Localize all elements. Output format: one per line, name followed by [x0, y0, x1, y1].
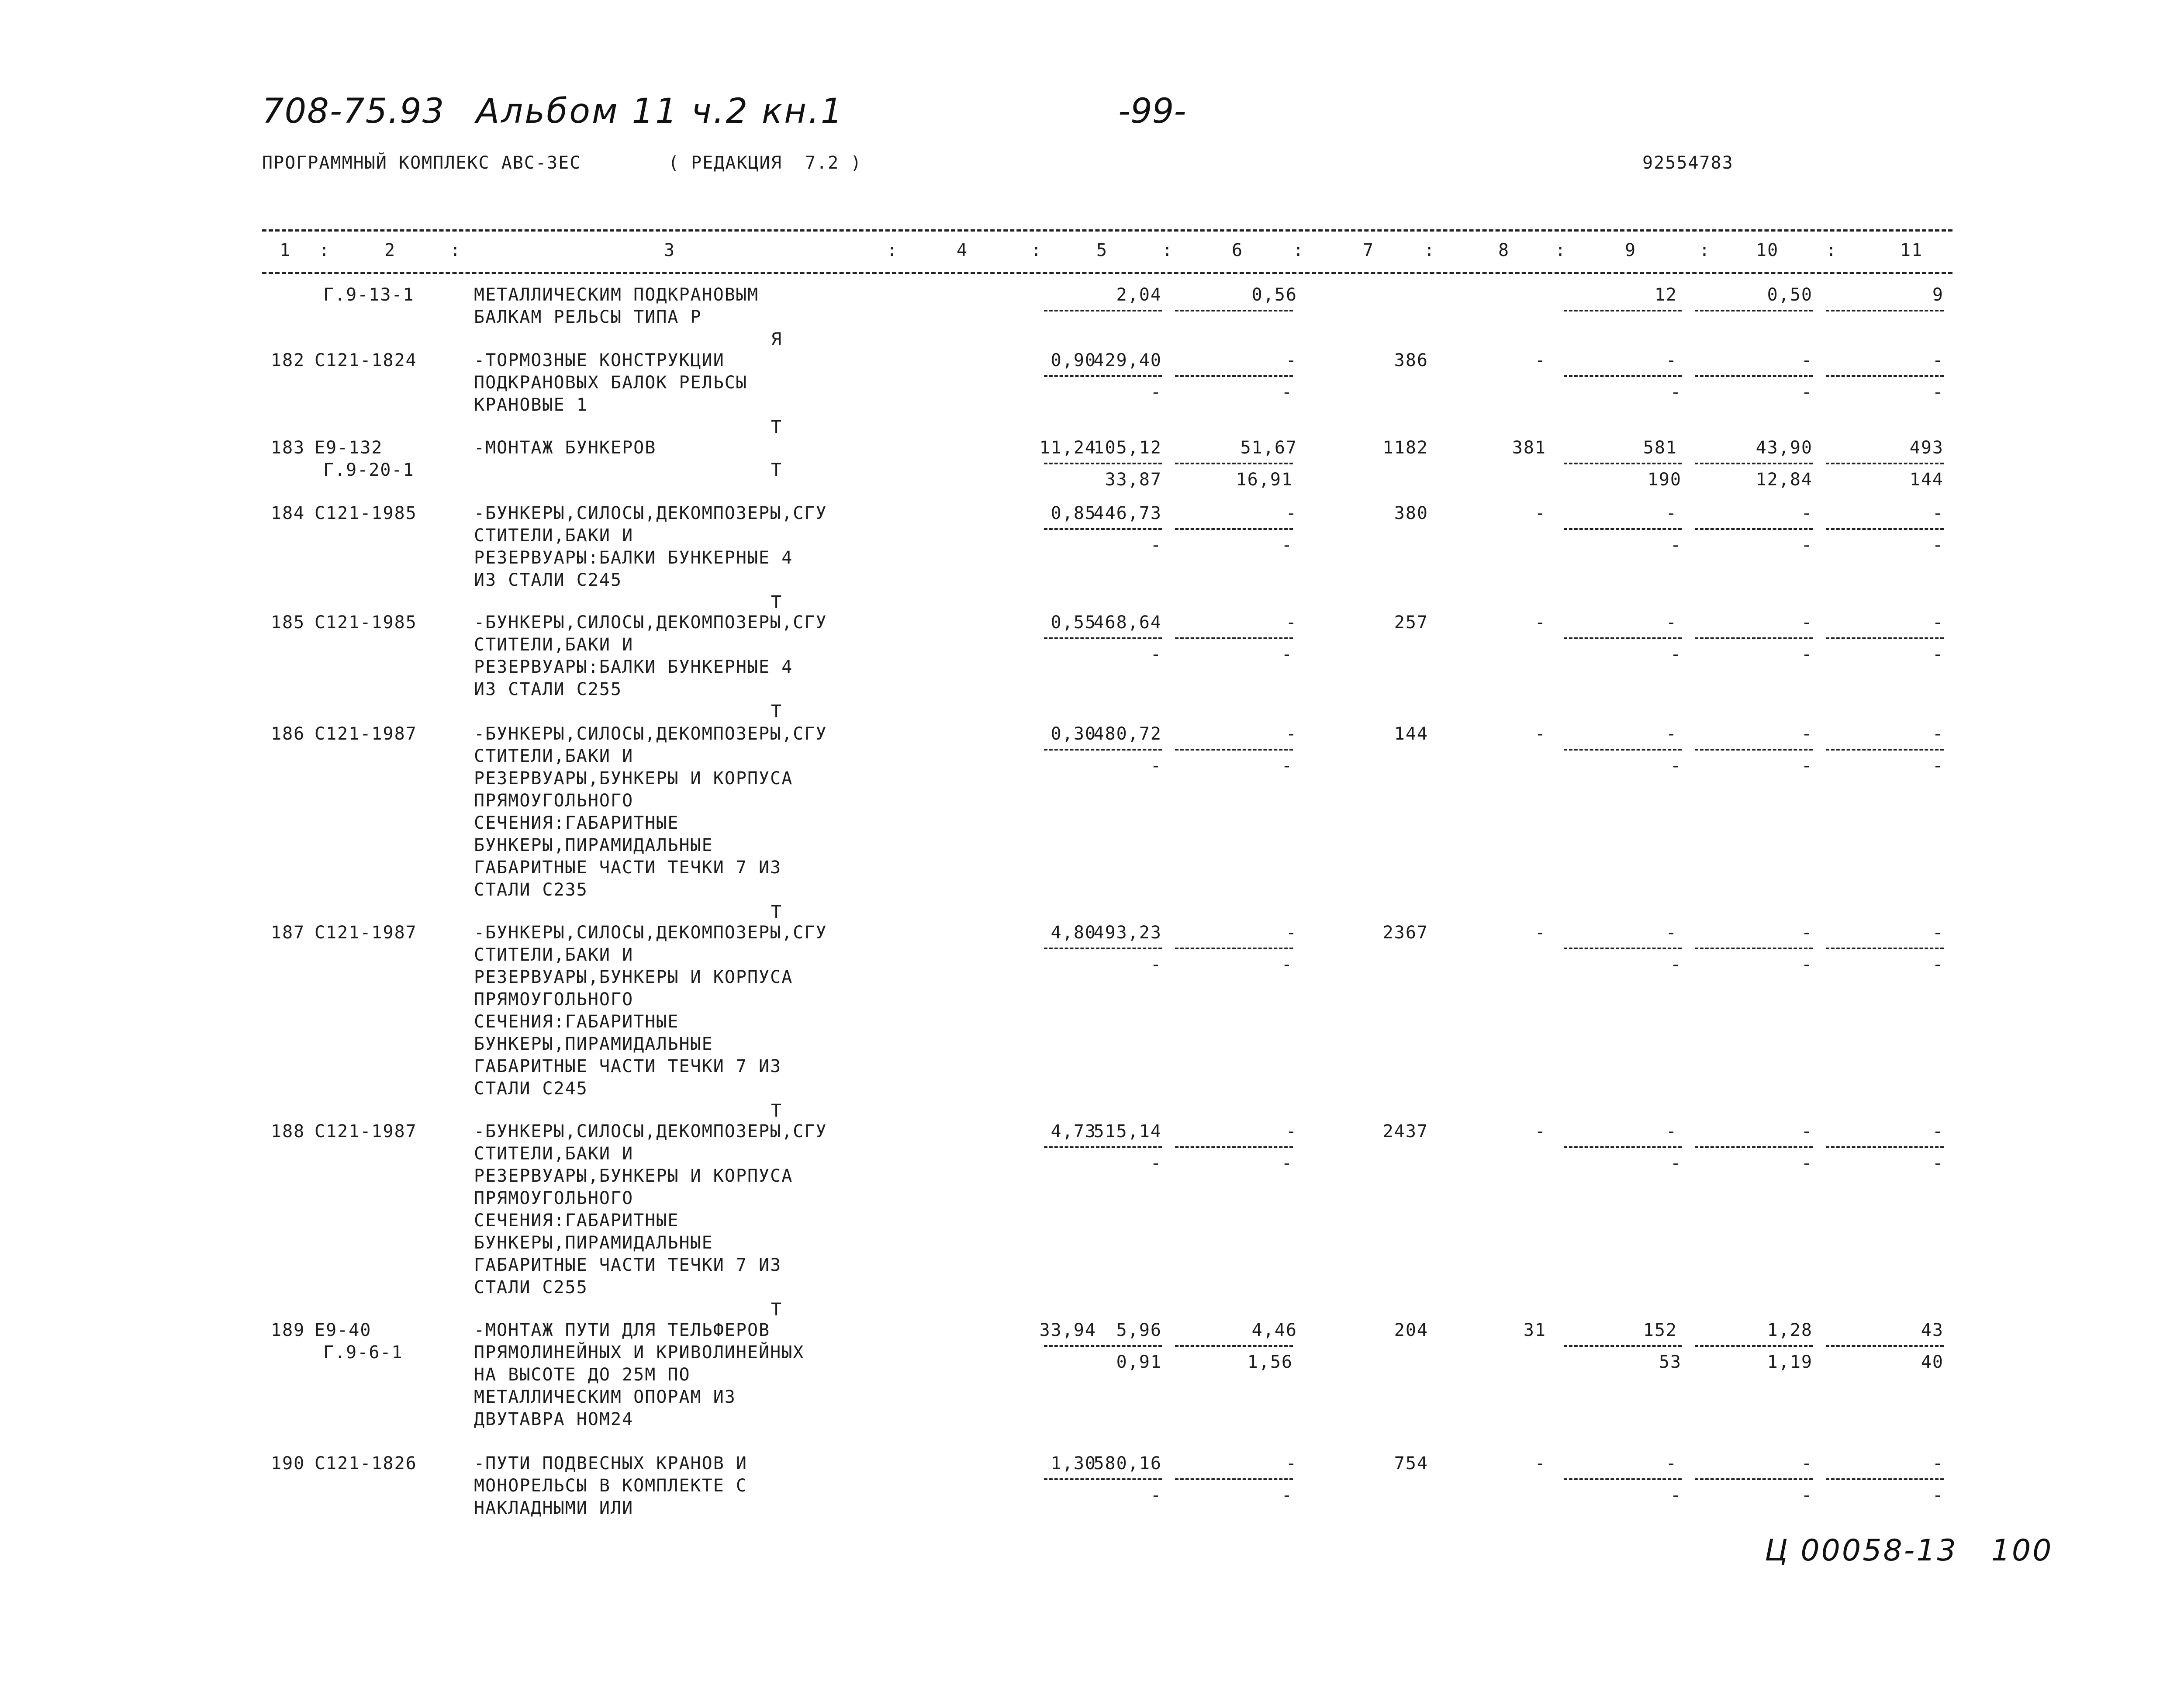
secondary-value-col-11: - — [1932, 1485, 1944, 1505]
value-separator-col-10 — [1695, 1478, 1813, 1480]
resource-code: С121-1824 — [314, 350, 417, 370]
value-separator-col-5 — [1044, 463, 1162, 464]
description-line: КРАНОВЫЕ 1 — [474, 395, 588, 415]
row-number: 188 — [271, 1121, 305, 1142]
secondary-value-col-10: - — [1801, 1153, 1813, 1173]
value-separator-col-9 — [1564, 948, 1682, 949]
column-number-10: 10 — [1756, 240, 1779, 260]
column-number-11: 11 — [1900, 240, 1923, 260]
secondary-value-col-5: 0,91 — [1116, 1352, 1162, 1372]
resource-code: С121-1987 — [314, 923, 417, 943]
value-separator-col-6 — [1175, 528, 1293, 530]
value-separator-col-9 — [1564, 463, 1682, 464]
resource-code: Е9-132 — [314, 438, 383, 458]
value-col-8: - — [1534, 350, 1546, 370]
value-col-8: - — [1534, 724, 1546, 744]
value-separator-col-10 — [1695, 375, 1813, 377]
value-col-10: - — [1801, 724, 1813, 744]
resource-code: С121-1985 — [314, 612, 417, 633]
description-line: ГАБАРИТНЫЕ ЧАСТИ ТЕЧКИ 7 ИЗ — [474, 858, 782, 878]
secondary-value-col-10: - — [1801, 955, 1813, 975]
value-col-4: 4,73 — [1051, 1121, 1096, 1142]
description-line: -ТОРМОЗНЫЕ КОНСТРУКЦИИ — [474, 350, 725, 370]
row-number: 189 — [271, 1320, 305, 1340]
secondary-value-col-5: - — [1150, 535, 1162, 555]
value-col-9: 581 — [1643, 438, 1677, 458]
secondary-value-col-10: - — [1801, 644, 1813, 664]
column-separator: : — [1826, 240, 1838, 260]
value-separator-col-6 — [1175, 948, 1293, 949]
value-col-6: - — [1286, 1121, 1297, 1142]
value-separator-col-9 — [1564, 1146, 1682, 1148]
description-line: РЕЗЕРВУАРЫ:БАЛКИ БУНКЕРНЫЕ 4 — [474, 548, 793, 568]
value-col-4: 33,94 — [1039, 1320, 1096, 1340]
row-number: 183 — [271, 438, 305, 458]
column-separator: : — [1424, 240, 1436, 260]
value-separator-col-10 — [1695, 948, 1813, 949]
description-line: СТИТЕЛИ,БАКИ И — [474, 746, 634, 766]
value-separator-col-5 — [1044, 1146, 1162, 1148]
secondary-value-col-11: - — [1932, 756, 1944, 776]
value-separator-col-5 — [1044, 528, 1162, 530]
value-separator-col-9 — [1564, 1478, 1682, 1480]
unit-marker: Я — [771, 329, 783, 349]
description-line: ДВУТАВРА НОМ24 — [474, 1409, 634, 1429]
value-separator-col-5 — [1044, 1478, 1162, 1480]
resource-code: Г.9-13-1 — [323, 285, 415, 305]
secondary-value-col-9: - — [1670, 644, 1682, 664]
description-line: СТАЛИ С235 — [474, 880, 588, 900]
value-separator-col-9 — [1564, 375, 1682, 377]
row-number: 185 — [271, 612, 305, 633]
value-separator-col-5 — [1044, 1345, 1162, 1347]
value-col-9: - — [1666, 1453, 1677, 1474]
value-col-10: - — [1801, 612, 1813, 633]
secondary-value-col-11: - — [1932, 535, 1944, 555]
secondary-value-col-10: 1,19 — [1767, 1352, 1813, 1372]
value-col-6: 4,46 — [1251, 1320, 1297, 1340]
description-line: СТАЛИ С245 — [474, 1079, 588, 1099]
resource-code: С121-1826 — [314, 1453, 417, 1474]
column-separator: : — [1555, 240, 1567, 260]
secondary-value-col-9: - — [1670, 756, 1682, 776]
value-col-8: - — [1534, 923, 1546, 943]
value-separator-col-5 — [1044, 637, 1162, 639]
column-number-6: 6 — [1232, 240, 1244, 260]
value-col-9: - — [1666, 503, 1677, 523]
description-line: ИЗ СТАЛИ С245 — [474, 570, 622, 590]
secondary-value-col-6: 1,56 — [1247, 1352, 1293, 1372]
description-line: ПРЯМОУГОЛЬНОГО — [474, 791, 634, 811]
secondary-value-col-11: - — [1932, 1153, 1944, 1173]
row-number: 184 — [271, 503, 305, 523]
value-col-7: 1182 — [1382, 438, 1428, 458]
value-col-11: - — [1932, 612, 1944, 633]
secondary-value-col-10: - — [1801, 756, 1813, 776]
column-number-4: 4 — [957, 240, 968, 260]
value-col-7: 380 — [1394, 503, 1428, 523]
description-line: -ПУТИ ПОДВЕСНЫХ КРАНОВ И — [474, 1453, 747, 1474]
value-separator-col-6 — [1175, 1345, 1293, 1347]
secondary-value-col-10: - — [1801, 1485, 1813, 1505]
secondary-value-col-6: 16,91 — [1236, 470, 1293, 490]
value-col-9: - — [1666, 724, 1677, 744]
description-line: МЕТАЛЛИЧЕСКИМ ОПОРАМ ИЗ — [474, 1387, 736, 1407]
description-line: СТИТЕЛИ,БАКИ И — [474, 1144, 634, 1164]
value-col-7: 257 — [1394, 612, 1428, 633]
value-separator-col-11 — [1826, 310, 1944, 311]
secondary-value-col-6: - — [1281, 756, 1293, 776]
value-col-5: 493,23 — [1093, 923, 1162, 943]
value-col-4: 0,90 — [1051, 350, 1096, 370]
value-separator-col-11 — [1826, 1345, 1944, 1347]
value-col-11: - — [1932, 1453, 1944, 1474]
secondary-value-col-5: - — [1150, 955, 1162, 975]
unit-marker: Т — [771, 902, 783, 922]
column-number-7: 7 — [1363, 240, 1375, 260]
secondary-value-col-6: - — [1281, 955, 1293, 975]
description-line: -БУНКЕРЫ,СИЛОСЫ,ДЕКОМПОЗЕРЫ,СГУ — [474, 503, 827, 523]
value-col-11: - — [1932, 724, 1944, 744]
column-separator: : — [887, 240, 898, 260]
value-col-6: - — [1286, 1453, 1297, 1474]
page-number: -99- — [1118, 92, 1186, 131]
description-line: МОНОРЕЛЬСЫ В КОМПЛЕКТЕ С — [474, 1476, 747, 1496]
description-line: НАКЛАДНЫМИ ИЛИ — [474, 1498, 634, 1518]
value-separator-col-6 — [1175, 1478, 1293, 1480]
row-number: 187 — [271, 923, 305, 943]
value-col-11: - — [1932, 350, 1944, 370]
value-separator-col-11 — [1826, 375, 1944, 377]
resource-code-secondary: Г.9-20-1 — [323, 460, 415, 480]
value-col-7: 144 — [1394, 724, 1428, 744]
value-separator-col-6 — [1175, 310, 1293, 311]
description-line: ПРЯМОЛИНЕЙНЫХ И КРИВОЛИНЕЙНЫХ — [474, 1342, 805, 1363]
column-number-3: 3 — [664, 240, 676, 260]
value-col-11: 493 — [1909, 438, 1944, 458]
column-number-8: 8 — [1498, 240, 1510, 260]
value-col-5: 2,04 — [1116, 285, 1162, 305]
value-col-8: - — [1534, 503, 1546, 523]
header-rule-top — [262, 229, 1952, 232]
row-number: 186 — [271, 724, 305, 744]
value-col-7: 754 — [1394, 1453, 1428, 1474]
resource-code: С121-1985 — [314, 503, 417, 523]
row-number: 182 — [271, 350, 305, 370]
secondary-value-col-9: 53 — [1659, 1352, 1682, 1372]
description-line: БУНКЕРЫ,ПИРАМИДАЛЬНЫЕ — [474, 1034, 713, 1054]
column-separator: : — [450, 240, 462, 260]
secondary-value-col-11: 40 — [1921, 1352, 1944, 1372]
secondary-value-col-9: - — [1670, 1485, 1682, 1505]
value-col-7: 2437 — [1382, 1121, 1428, 1142]
secondary-value-col-9: 190 — [1647, 470, 1682, 490]
value-col-4: 0,30 — [1051, 724, 1096, 744]
value-col-11: - — [1932, 923, 1944, 943]
value-separator-col-6 — [1175, 749, 1293, 751]
secondary-value-col-5: - — [1150, 756, 1162, 776]
edition-label: ( РЕДАКЦИЯ 7.2 ) — [668, 153, 862, 173]
unit-marker: Т — [771, 592, 783, 612]
value-col-9: 152 — [1643, 1320, 1677, 1340]
description-line: -БУНКЕРЫ,СИЛОСЫ,ДЕКОМПОЗЕРЫ,СГУ — [474, 724, 827, 744]
value-separator-col-10 — [1695, 310, 1813, 311]
value-separator-col-11 — [1826, 948, 1944, 949]
description-line: -БУНКЕРЫ,СИЛОСЫ,ДЕКОМПОЗЕРЫ,СГУ — [474, 923, 827, 943]
value-col-4: 11,24 — [1039, 438, 1096, 458]
description-line: СЕЧЕНИЯ:ГАБАРИТНЫЕ — [474, 1012, 679, 1032]
description-line: СЕЧЕНИЯ:ГАБАРИТНЫЕ — [474, 813, 679, 833]
secondary-value-col-6: - — [1281, 1153, 1293, 1173]
secondary-value-col-11: - — [1932, 382, 1944, 402]
value-col-11: - — [1932, 1121, 1944, 1142]
value-col-9: - — [1666, 612, 1677, 633]
value-col-4: 0,85 — [1051, 503, 1096, 523]
secondary-value-col-6: - — [1281, 382, 1293, 402]
description-line: СЕЧЕНИЯ:ГАБАРИТНЫЕ — [474, 1211, 679, 1231]
secondary-value-col-9: - — [1670, 382, 1682, 402]
value-col-11: - — [1932, 503, 1944, 523]
secondary-value-col-11: 144 — [1909, 470, 1944, 490]
secondary-value-col-10: 12,84 — [1755, 470, 1813, 490]
resource-code-secondary: Г.9-6-1 — [323, 1342, 403, 1363]
header-rule-bottom — [262, 272, 1952, 274]
description-line: РЕЗЕРВУАРЫ,БУНКЕРЫ И КОРПУСА — [474, 1166, 793, 1186]
secondary-value-col-10: - — [1801, 382, 1813, 402]
value-col-10: - — [1801, 1453, 1813, 1474]
resource-code: С121-1987 — [314, 1121, 417, 1142]
value-separator-col-6 — [1175, 463, 1293, 464]
description-line: РЕЗЕРВУАРЫ,БУНКЕРЫ И КОРПУСА — [474, 967, 793, 987]
description-line: БУНКЕРЫ,ПИРАМИДАЛЬНЫЕ — [474, 835, 713, 855]
description-line: МЕТАЛЛИЧЕСКИМ ПОДКРАНОВЫМ — [474, 285, 759, 305]
description-line: ИЗ СТАЛИ С255 — [474, 679, 622, 699]
value-separator-col-5 — [1044, 948, 1162, 949]
description-line: -МОНТАЖ БУНКЕРОВ — [474, 438, 657, 458]
secondary-value-col-5: - — [1150, 1153, 1162, 1173]
description-line: РЕЗЕРВУАРЫ:БАЛКИ БУНКЕРНЫЕ 4 — [474, 657, 793, 677]
secondary-value-col-5: - — [1150, 382, 1162, 402]
value-separator-col-5 — [1044, 749, 1162, 751]
value-separator-col-10 — [1695, 1345, 1813, 1347]
value-separator-col-11 — [1826, 463, 1944, 464]
column-number-2: 2 — [384, 240, 396, 260]
value-col-10: 1,28 — [1767, 1320, 1813, 1340]
description-line: ГАБАРИТНЫЕ ЧАСТИ ТЕЧКИ 7 ИЗ — [474, 1056, 782, 1076]
value-separator-col-10 — [1695, 528, 1813, 530]
secondary-value-col-10: - — [1801, 535, 1813, 555]
description-line: СТИТЕЛИ,БАКИ И — [474, 945, 634, 965]
value-col-10: 43,90 — [1755, 438, 1813, 458]
unit-marker: Т — [771, 702, 783, 722]
value-col-5: 515,14 — [1093, 1121, 1162, 1142]
value-col-8: - — [1534, 612, 1546, 633]
value-separator-col-9 — [1564, 1345, 1682, 1347]
value-col-11: 9 — [1932, 285, 1944, 305]
value-separator-col-10 — [1695, 463, 1813, 464]
value-separator-col-9 — [1564, 528, 1682, 530]
value-col-9: - — [1666, 923, 1677, 943]
secondary-value-col-6: - — [1281, 644, 1293, 664]
handwritten-footer-note: Ц 00058-13 100 — [1765, 1533, 2053, 1568]
secondary-value-col-6: - — [1281, 535, 1293, 555]
value-separator-col-5 — [1044, 375, 1162, 377]
column-separator: : — [1162, 240, 1174, 260]
secondary-value-col-5: 33,87 — [1105, 470, 1162, 490]
secondary-value-col-9: - — [1670, 1153, 1682, 1173]
document-code: 92554783 — [1642, 153, 1734, 173]
value-separator-col-11 — [1826, 528, 1944, 530]
secondary-value-col-9: - — [1670, 955, 1682, 975]
value-separator-col-11 — [1826, 1478, 1944, 1480]
value-col-9: - — [1666, 1121, 1677, 1142]
secondary-value-col-11: - — [1932, 955, 1944, 975]
value-separator-col-11 — [1826, 1146, 1944, 1148]
column-number-5: 5 — [1096, 240, 1108, 260]
value-separator-col-6 — [1175, 1146, 1293, 1148]
value-col-10: - — [1801, 503, 1813, 523]
value-col-6: - — [1286, 724, 1297, 744]
resource-code: Е9-40 — [314, 1320, 372, 1340]
value-col-8: 381 — [1512, 438, 1546, 458]
description-line: СТАЛИ С255 — [474, 1277, 588, 1297]
description-line: ПОДКРАНОВЫХ БАЛОК РЕЛЬСЫ — [474, 373, 747, 393]
value-col-6: 0,56 — [1251, 285, 1297, 305]
secondary-value-col-11: - — [1932, 644, 1944, 664]
value-separator-col-10 — [1695, 637, 1813, 639]
unit-marker: Т — [771, 417, 783, 437]
value-separator-col-5 — [1044, 310, 1162, 311]
unit-marker: Т — [771, 1300, 783, 1320]
value-separator-col-9 — [1564, 637, 1682, 639]
value-col-5: 429,40 — [1093, 350, 1162, 370]
value-col-8: - — [1534, 1121, 1546, 1142]
column-separator: : — [1699, 240, 1711, 260]
value-col-5: 105,12 — [1093, 438, 1162, 458]
description-line: ГАБАРИТНЫЕ ЧАСТИ ТЕЧКИ 7 ИЗ — [474, 1255, 782, 1275]
description-line: -БУНКЕРЫ,СИЛОСЫ,ДЕКОМПОЗЕРЫ,СГУ — [474, 612, 827, 633]
column-separator: : — [319, 240, 331, 260]
value-col-7: 204 — [1394, 1320, 1428, 1340]
value-separator-col-10 — [1695, 1146, 1813, 1148]
value-col-8: - — [1534, 1453, 1546, 1474]
value-col-9: 12 — [1654, 285, 1677, 305]
value-separator-col-9 — [1564, 310, 1682, 311]
value-separator-col-6 — [1175, 637, 1293, 639]
description-line: ПРЯМОУГОЛЬНОГО — [474, 1188, 634, 1208]
unit-marker: Т — [771, 460, 783, 480]
value-separator-col-11 — [1826, 637, 1944, 639]
value-separator-col-6 — [1175, 375, 1293, 377]
value-col-5: 468,64 — [1093, 612, 1162, 633]
value-col-5: 580,16 — [1093, 1453, 1162, 1474]
value-col-6: 51,67 — [1240, 438, 1297, 458]
description-line: БАЛКАМ РЕЛЬСЫ ТИПА Р — [474, 307, 702, 327]
column-separator: : — [1293, 240, 1305, 260]
description-line: -МОНТАЖ ПУТИ ДЛЯ ТЕЛЬФЕРОВ — [474, 1320, 771, 1340]
description-line: БУНКЕРЫ,ПИРАМИДАЛЬНЫЕ — [474, 1233, 713, 1253]
secondary-value-col-5: - — [1150, 1485, 1162, 1505]
resource-code: С121-1987 — [314, 724, 417, 744]
value-col-7: 2367 — [1382, 923, 1428, 943]
description-line: ПРЯМОУГОЛЬНОГО — [474, 989, 634, 1010]
program-title: ПРОГРАММНЫЙ КОМПЛЕКС АВС-3ЕС — [262, 153, 581, 173]
value-col-11: 43 — [1921, 1320, 1944, 1340]
value-col-9: - — [1666, 350, 1677, 370]
value-col-4: 4,80 — [1051, 923, 1096, 943]
secondary-value-col-6: - — [1281, 1485, 1293, 1505]
value-col-10: - — [1801, 923, 1813, 943]
secondary-value-col-5: - — [1150, 644, 1162, 664]
column-separator: : — [1031, 240, 1043, 260]
description-line: РЕЗЕРВУАРЫ,БУНКЕРЫ И КОРПУСА — [474, 768, 793, 789]
secondary-value-col-9: - — [1670, 535, 1682, 555]
handwritten-reference: 708-75.93 — [262, 92, 445, 131]
value-col-6: - — [1286, 350, 1297, 370]
value-col-8: 31 — [1523, 1320, 1546, 1340]
description-line: СТИТЕЛИ,БАКИ И — [474, 635, 634, 655]
value-col-5: 5,96 — [1116, 1320, 1162, 1340]
description-line: НА ВЫСОТЕ ДО 25М ПО — [474, 1365, 691, 1385]
column-number-1: 1 — [280, 240, 291, 260]
value-separator-col-9 — [1564, 749, 1682, 751]
column-number-9: 9 — [1625, 240, 1637, 260]
value-col-10: - — [1801, 1121, 1813, 1142]
description-line: СТИТЕЛИ,БАКИ И — [474, 526, 634, 546]
value-col-6: - — [1286, 923, 1297, 943]
value-col-4: 0,55 — [1051, 612, 1096, 633]
row-number: 190 — [271, 1453, 305, 1474]
value-col-10: 0,50 — [1767, 285, 1813, 305]
value-col-4: 1,30 — [1051, 1453, 1096, 1474]
value-col-6: - — [1286, 503, 1297, 523]
value-col-7: 386 — [1394, 350, 1428, 370]
value-col-6: - — [1286, 612, 1297, 633]
value-col-5: 446,73 — [1093, 503, 1162, 523]
album-label: Альбом 11 ч.2 кн.1 — [476, 92, 844, 131]
value-col-5: 480,72 — [1093, 724, 1162, 744]
value-separator-col-11 — [1826, 749, 1944, 751]
description-line: -БУНКЕРЫ,СИЛОСЫ,ДЕКОМПОЗЕРЫ,СГУ — [474, 1121, 827, 1142]
value-col-10: - — [1801, 350, 1813, 370]
value-separator-col-10 — [1695, 749, 1813, 751]
unit-marker: Т — [771, 1101, 783, 1121]
